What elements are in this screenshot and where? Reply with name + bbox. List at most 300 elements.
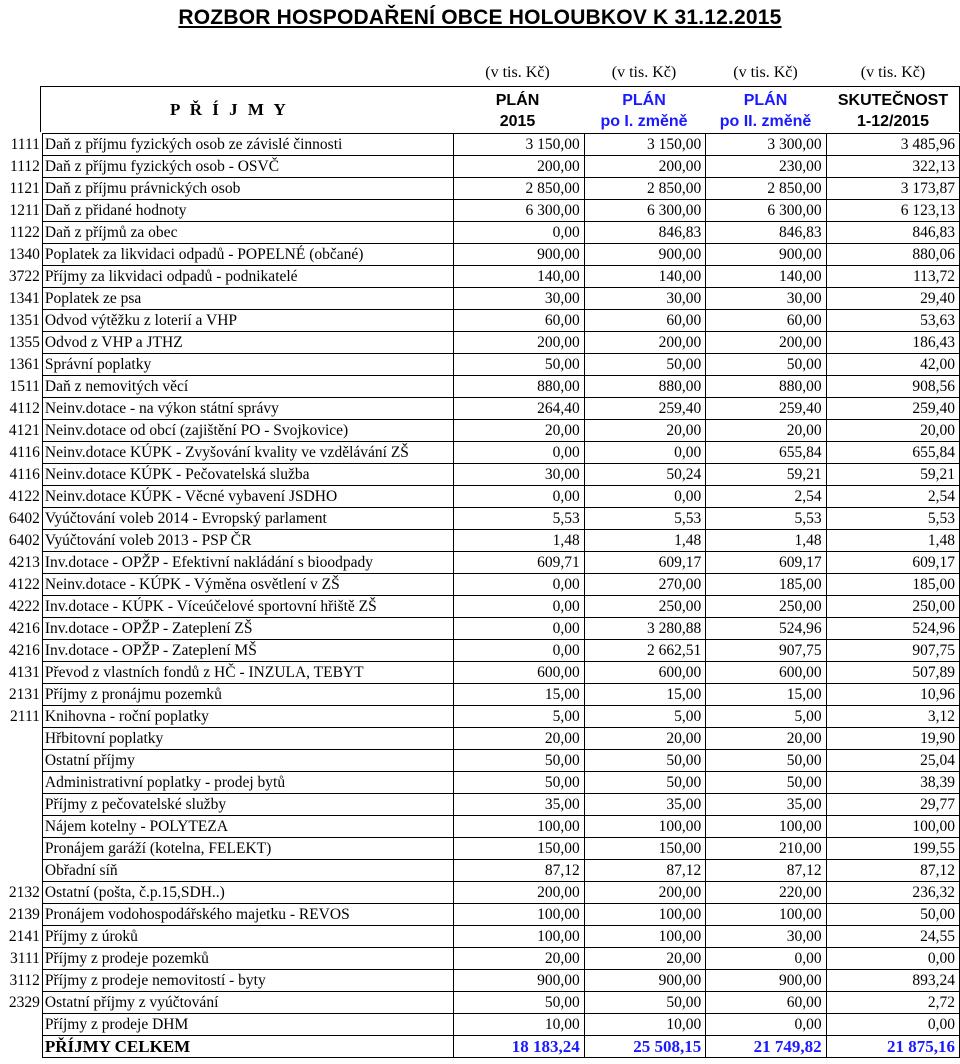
row-value-1: 0,00 (454, 222, 584, 244)
row-value-4: 655,84 (826, 442, 959, 464)
row-name: Inv.dotace - OPŽP - Zateplení ZŠ (42, 618, 454, 640)
table-row (0, 420, 960, 442)
row-value-4: 908,56 (826, 376, 959, 398)
row-value-2: 200,00 (584, 332, 705, 354)
row-name: Daň z příjmů za obec (42, 222, 454, 244)
row-value-4: 42,00 (826, 354, 959, 376)
row-value-3: 100,00 (706, 816, 826, 838)
row-code: 1122 (9, 224, 40, 241)
row-value-2: 6 300,00 (584, 200, 705, 222)
row-value-2: 880,00 (584, 376, 705, 398)
table-row (0, 794, 960, 816)
total-value-2: 25 508,15 (584, 1036, 705, 1058)
table-row (0, 508, 960, 530)
row-value-1: 200,00 (454, 332, 584, 354)
row-value-2: 35,00 (584, 794, 705, 816)
row-value-3: 609,17 (706, 552, 826, 574)
row-value-2: 2 662,51 (584, 640, 705, 662)
table-row (0, 332, 960, 354)
row-value-3: 5,00 (706, 706, 826, 728)
row-value-4: 113,72 (826, 266, 959, 288)
row-code: 4116 (9, 444, 40, 461)
row-value-3: 60,00 (706, 992, 826, 1014)
row-value-3: 210,00 (706, 838, 826, 860)
table-row (0, 266, 960, 288)
row-code: 4122 (8, 576, 40, 593)
row-name: Ostatní příjmy z vyúčtování (42, 992, 454, 1014)
row-name: Poplatek ze psa (42, 288, 454, 310)
row-value-3: 524,96 (706, 618, 826, 640)
col2-header-line1: PLÁN (622, 92, 666, 109)
row-name: Hřbitovní poplatky (42, 728, 454, 750)
row-code: 6402 (8, 532, 40, 549)
row-value-1: 0,00 (454, 640, 584, 662)
row-value-4: 0,00 (826, 1014, 959, 1036)
row-code: 2132 (8, 884, 40, 901)
row-value-1: 0,00 (454, 618, 584, 640)
row-value-3: 3 300,00 (706, 134, 826, 156)
row-code: 3722 (8, 268, 40, 285)
row-value-2: 50,00 (584, 750, 705, 772)
section-title: P Ř Í J M Y (170, 100, 289, 119)
row-name: Daň z nemovitých věcí (42, 376, 454, 398)
row-value-1: 0,00 (454, 486, 584, 508)
row-value-1: 600,00 (454, 662, 584, 684)
row-name: Pronájem vodohospodářského majetku - REVOS (42, 904, 454, 926)
table-row (0, 618, 960, 640)
row-value-2: 15,00 (584, 684, 705, 706)
row-name: Vyúčtování voleb 2014 - Evropský parlament (42, 508, 454, 530)
total-row (0, 1036, 960, 1058)
table-row (0, 596, 960, 618)
row-value-4: 524,96 (826, 618, 959, 640)
row-value-2: 600,00 (584, 662, 705, 684)
row-value-3: 185,00 (706, 574, 826, 596)
table-row (0, 574, 960, 596)
row-value-2: 0,00 (584, 442, 705, 464)
table-row (0, 486, 960, 508)
row-value-4: 53,63 (826, 310, 959, 332)
table-row (0, 882, 960, 904)
table-row (0, 376, 960, 398)
table-row (0, 640, 960, 662)
row-value-3: 15,00 (706, 684, 826, 706)
row-name: Obřadní síň (42, 860, 454, 882)
row-name: Odvod z VHP a JTHZ (42, 332, 454, 354)
table-row (0, 992, 960, 1014)
row-code: 1351 (8, 312, 40, 329)
row-value-4: 3 485,96 (826, 134, 959, 156)
row-value-4: 609,17 (826, 552, 959, 574)
row-value-4: 507,89 (826, 662, 959, 684)
row-name: Inv.dotace - OPŽP - Zateplení MŠ (42, 640, 454, 662)
row-value-3: 0,00 (706, 1014, 826, 1036)
row-name: Příjmy z pronájmu pozemků (42, 684, 454, 706)
row-value-1: 30,00 (454, 464, 584, 486)
table-row (0, 442, 960, 464)
row-value-1: 20,00 (454, 948, 584, 970)
row-value-1: 200,00 (454, 882, 584, 904)
row-code (0, 750, 42, 772)
row-value-4: 50,00 (826, 904, 959, 926)
row-value-2: 3 150,00 (584, 134, 705, 156)
row-value-1: 50,00 (454, 750, 584, 772)
row-value-3: 907,75 (706, 640, 826, 662)
row-value-3: 2,54 (706, 486, 826, 508)
row-name: Ostatní příjmy (42, 750, 454, 772)
total-value-1: 18 183,24 (454, 1036, 584, 1058)
row-value-3: 30,00 (706, 288, 826, 310)
row-value-4: 3 173,87 (826, 178, 959, 200)
row-code (0, 772, 42, 794)
row-value-4: 893,24 (826, 970, 959, 992)
row-value-1: 20,00 (454, 728, 584, 750)
row-value-2: 140,00 (584, 266, 705, 288)
row-value-4: 59,21 (826, 464, 959, 486)
table-row (0, 772, 960, 794)
row-value-2: 50,00 (584, 992, 705, 1014)
row-value-3: 655,84 (706, 442, 826, 464)
row-name: Příjmy z prodeje DHM (42, 1014, 454, 1036)
row-value-3: 6 300,00 (706, 200, 826, 222)
row-name: Správní poplatky (42, 354, 454, 376)
row-code: 1340 (8, 246, 40, 263)
row-value-1: 5,00 (454, 706, 584, 728)
row-value-3: 846,83 (706, 222, 826, 244)
row-value-4: 2,72 (826, 992, 959, 1014)
row-name: Neinv.dotace - na výkon státní správy (42, 398, 454, 420)
unit-label-actual: (v tis. Kč) (860, 64, 926, 81)
row-value-2: 259,40 (584, 398, 705, 420)
row-name: Daň z příjmu fyzických osob ze závislé činnosti (42, 134, 454, 156)
row-value-2: 2 850,00 (584, 178, 705, 200)
row-code: 3111 (10, 950, 40, 967)
row-name: Neinv.dotace KÚPK - Zvyšování kvality ve vzdělávání ZŠ (42, 442, 454, 464)
table-row (0, 816, 960, 838)
row-value-1: 1,48 (454, 530, 584, 552)
row-value-2: 5,00 (584, 706, 705, 728)
row-value-1: 100,00 (454, 904, 584, 926)
row-code (0, 838, 42, 860)
row-value-1: 200,00 (454, 156, 584, 178)
row-value-2: 3 280,88 (584, 618, 705, 640)
row-code: 2329 (8, 994, 40, 1011)
row-name: Pronájem garáží (kotelna, FELEKT) (42, 838, 454, 860)
row-name: Poplatek za likvidaci odpadů - POPELNÉ (občané) (42, 244, 454, 266)
row-value-3: 230,00 (706, 156, 826, 178)
row-value-2: 100,00 (584, 926, 705, 948)
row-value-3: 140,00 (706, 266, 826, 288)
table-row (0, 310, 960, 332)
row-value-3: 900,00 (706, 244, 826, 266)
row-value-3: 250,00 (706, 596, 826, 618)
row-code: 4216 (8, 642, 40, 659)
row-code: 1511 (9, 378, 40, 395)
row-value-1: 150,00 (454, 838, 584, 860)
table-row (0, 684, 960, 706)
row-code: 1211 (9, 202, 40, 219)
row-value-3: 50,00 (706, 750, 826, 772)
row-value-2: 200,00 (584, 156, 705, 178)
row-name: Inv.dotace - KÚPK - Víceúčelové sportovní hřiště ZŠ (42, 596, 454, 618)
row-value-4: 29,40 (826, 288, 959, 310)
row-value-4: 250,00 (826, 596, 959, 618)
row-value-2: 20,00 (584, 420, 705, 442)
row-value-4: 24,55 (826, 926, 959, 948)
row-value-3: 200,00 (706, 332, 826, 354)
row-code (0, 816, 42, 838)
row-value-3: 220,00 (706, 882, 826, 904)
row-name: Příjmy za likvidaci odpadů - podnikatelé (42, 266, 454, 288)
row-value-2: 900,00 (584, 970, 705, 992)
row-value-1: 5,53 (454, 508, 584, 530)
row-code (0, 728, 42, 750)
col1-header-line2: 2015 (499, 113, 536, 130)
row-value-3: 0,00 (706, 948, 826, 970)
table-row (0, 178, 960, 200)
row-value-4: 185,00 (826, 574, 959, 596)
row-value-4: 87,12 (826, 860, 959, 882)
row-value-3: 20,00 (706, 420, 826, 442)
row-value-2: 200,00 (584, 882, 705, 904)
row-value-4: 2,54 (826, 486, 959, 508)
row-value-3: 1,48 (706, 530, 826, 552)
row-name: Příjmy z pečovatelské služby (42, 794, 454, 816)
row-code (0, 794, 42, 816)
table-row (0, 706, 960, 728)
row-name: Nájem kotelny - POLYTEZA (42, 816, 454, 838)
row-value-3: 259,40 (706, 398, 826, 420)
total-value-4: 21 875,16 (826, 1036, 959, 1058)
row-value-4: 100,00 (826, 816, 959, 838)
row-value-4: 846,83 (826, 222, 959, 244)
row-value-1: 50,00 (454, 992, 584, 1014)
row-value-1: 900,00 (454, 244, 584, 266)
row-value-4: 29,77 (826, 794, 959, 816)
row-value-2: 100,00 (584, 816, 705, 838)
col4-header-line2: 1-12/2015 (856, 113, 930, 130)
row-value-2: 87,12 (584, 860, 705, 882)
unit-label-plan: (v tis. Kč) (485, 64, 550, 81)
row-value-4: 25,04 (826, 750, 959, 772)
row-value-1: 100,00 (454, 926, 584, 948)
row-code: 3112 (9, 972, 40, 989)
table-row (0, 904, 960, 926)
row-value-4: 20,00 (826, 420, 959, 442)
row-value-1: 609,71 (454, 552, 584, 574)
table-row (0, 354, 960, 376)
row-name: Vyúčtování voleb 2013 - PSP ČR (42, 530, 454, 552)
row-value-3: 50,00 (706, 772, 826, 794)
row-value-3: 100,00 (706, 904, 826, 926)
row-name: Převod z vlastních fondů z HČ - INZULA, TEBYT (42, 662, 454, 684)
table-row (0, 244, 960, 266)
row-code (0, 860, 42, 882)
row-value-3: 2 850,00 (706, 178, 826, 200)
row-value-4: 38,39 (826, 772, 959, 794)
row-value-4: 1,48 (826, 530, 959, 552)
table-row (0, 398, 960, 420)
row-code: 4122 (8, 488, 40, 505)
row-value-2: 30,00 (584, 288, 705, 310)
row-value-4: 199,55 (826, 838, 959, 860)
table-row (0, 156, 960, 178)
row-value-4: 880,06 (826, 244, 959, 266)
col3-header-line2: po II. změně (719, 113, 812, 130)
row-value-1: 880,00 (454, 376, 584, 398)
row-code: 4112 (9, 400, 40, 417)
row-code: 1112 (10, 158, 40, 175)
row-value-3: 50,00 (706, 354, 826, 376)
row-code: 4116 (9, 466, 40, 483)
row-value-4: 6 123,13 (826, 200, 959, 222)
row-value-3: 35,00 (706, 794, 826, 816)
row-value-1: 264,40 (454, 398, 584, 420)
row-name: Příjmy z prodeje pozemků (42, 948, 454, 970)
table-row (0, 530, 960, 552)
row-value-3: 880,00 (706, 376, 826, 398)
row-name: Inv.dotace - OPŽP - Efektivní nakládání s bioodpady (42, 552, 454, 574)
row-code: 1121 (9, 180, 40, 197)
col2-header-line2: po I. změně (600, 113, 688, 130)
row-value-1: 0,00 (454, 596, 584, 618)
row-value-3: 59,21 (706, 464, 826, 486)
table-row (0, 860, 960, 882)
row-value-1: 3 150,00 (454, 134, 584, 156)
row-value-3: 600,00 (706, 662, 826, 684)
row-value-4: 0,00 (826, 948, 959, 970)
row-code (0, 1014, 42, 1036)
row-name: Daň z přidané hodnoty (42, 200, 454, 222)
row-value-2: 60,00 (584, 310, 705, 332)
row-value-1: 10,00 (454, 1014, 584, 1036)
row-code: 2131 (8, 686, 40, 703)
row-code: 2111 (10, 708, 40, 725)
row-value-4: 907,75 (826, 640, 959, 662)
row-value-1: 100,00 (454, 816, 584, 838)
total-code (0, 1036, 42, 1058)
row-value-4: 236,32 (826, 882, 959, 904)
row-value-1: 50,00 (454, 772, 584, 794)
row-value-4: 259,40 (826, 398, 959, 420)
row-value-3: 87,12 (706, 860, 826, 882)
row-name: Příjmy z úroků (42, 926, 454, 948)
row-value-1: 35,00 (454, 794, 584, 816)
row-value-4: 5,53 (826, 508, 959, 530)
row-value-1: 140,00 (454, 266, 584, 288)
row-code: 1361 (8, 356, 40, 373)
row-value-2: 50,00 (584, 772, 705, 794)
row-value-4: 3,12 (826, 706, 959, 728)
row-value-1: 15,00 (454, 684, 584, 706)
row-value-3: 30,00 (706, 926, 826, 948)
row-value-2: 20,00 (584, 728, 705, 750)
table-row (0, 134, 960, 156)
row-value-2: 270,00 (584, 574, 705, 596)
table-row (0, 552, 960, 574)
row-value-1: 60,00 (454, 310, 584, 332)
table-row (0, 662, 960, 684)
row-value-1: 0,00 (454, 574, 584, 596)
table-row (0, 1014, 960, 1036)
row-value-2: 10,00 (584, 1014, 705, 1036)
row-value-1: 0,00 (454, 442, 584, 464)
row-value-4: 322,13 (826, 156, 959, 178)
row-code: 6402 (8, 510, 40, 527)
col3-header-line1: PLÁN (743, 92, 788, 109)
row-value-1: 2 850,00 (454, 178, 584, 200)
row-value-2: 50,00 (584, 354, 705, 376)
table-row (0, 222, 960, 244)
row-code: 4121 (8, 422, 40, 439)
row-code: 1355 (8, 334, 40, 351)
row-name: Neinv.dotace - KÚPK - Výměna osvětlení v ZŠ (42, 574, 454, 596)
col4-header-line1: SKUTEČNOST (837, 92, 949, 109)
row-value-2: 609,17 (584, 552, 705, 574)
row-value-2: 20,00 (584, 948, 705, 970)
table-row (0, 750, 960, 772)
row-name: Neinv.dotace KÚPK - Věcné vybavení JSDHO (42, 486, 454, 508)
row-value-2: 846,83 (584, 222, 705, 244)
row-name: Neinv.dotace KÚPK - Pečovatelská služba (42, 464, 454, 486)
row-value-1: 87,12 (454, 860, 584, 882)
table-row (0, 464, 960, 486)
table-row (0, 288, 960, 310)
row-name: Ostatní (pošta, č.p.15,SDH..) (42, 882, 454, 904)
row-name: Daň z příjmu právnických osob (42, 178, 454, 200)
row-name: Neinv.dotace od obcí (zajištění PO - Svojkovice) (42, 420, 454, 442)
table-row (0, 838, 960, 860)
total-label: PŘÍJMY CELKEM (42, 1036, 454, 1058)
page-title: ROZBOR HOSPODAŘENÍ OBCE HOLOUBKOV K 31.12.2015 (178, 6, 782, 29)
table-row (0, 200, 960, 222)
row-code: 2139 (8, 906, 40, 923)
table-row (0, 728, 960, 750)
row-value-4: 10,96 (826, 684, 959, 706)
row-value-2: 900,00 (584, 244, 705, 266)
unit-label-plan-2: (v tis. Kč) (733, 64, 798, 81)
row-code: 1341 (8, 290, 40, 307)
row-value-2: 250,00 (584, 596, 705, 618)
row-value-2: 1,48 (584, 530, 705, 552)
row-value-1: 900,00 (454, 970, 584, 992)
row-value-4: 186,43 (826, 332, 959, 354)
total-value-3: 21 749,82 (706, 1036, 826, 1058)
row-value-2: 50,24 (584, 464, 705, 486)
row-code: 4213 (8, 554, 40, 571)
row-code: 4222 (8, 598, 40, 615)
row-value-2: 150,00 (584, 838, 705, 860)
row-name: Daň z příjmu fyzických osob - OSVČ (42, 156, 454, 178)
row-name: Administrativní poplatky - prodej bytů (42, 772, 454, 794)
row-value-3: 900,00 (706, 970, 826, 992)
table-row (0, 926, 960, 948)
row-value-3: 20,00 (706, 728, 826, 750)
table-row (0, 948, 960, 970)
row-value-2: 0,00 (584, 486, 705, 508)
row-code: 1111 (10, 136, 40, 153)
row-code: 2141 (8, 928, 40, 945)
row-value-3: 5,53 (706, 508, 826, 530)
row-name: Knihovna - roční poplatky (42, 706, 454, 728)
row-value-1: 50,00 (454, 354, 584, 376)
row-value-2: 100,00 (584, 904, 705, 926)
row-value-4: 19,90 (826, 728, 959, 750)
table-row (0, 970, 960, 992)
income-table (0, 133, 960, 1058)
row-name: Příjmy z prodeje nemovitostí - byty (42, 970, 454, 992)
row-code: 4131 (8, 664, 40, 681)
